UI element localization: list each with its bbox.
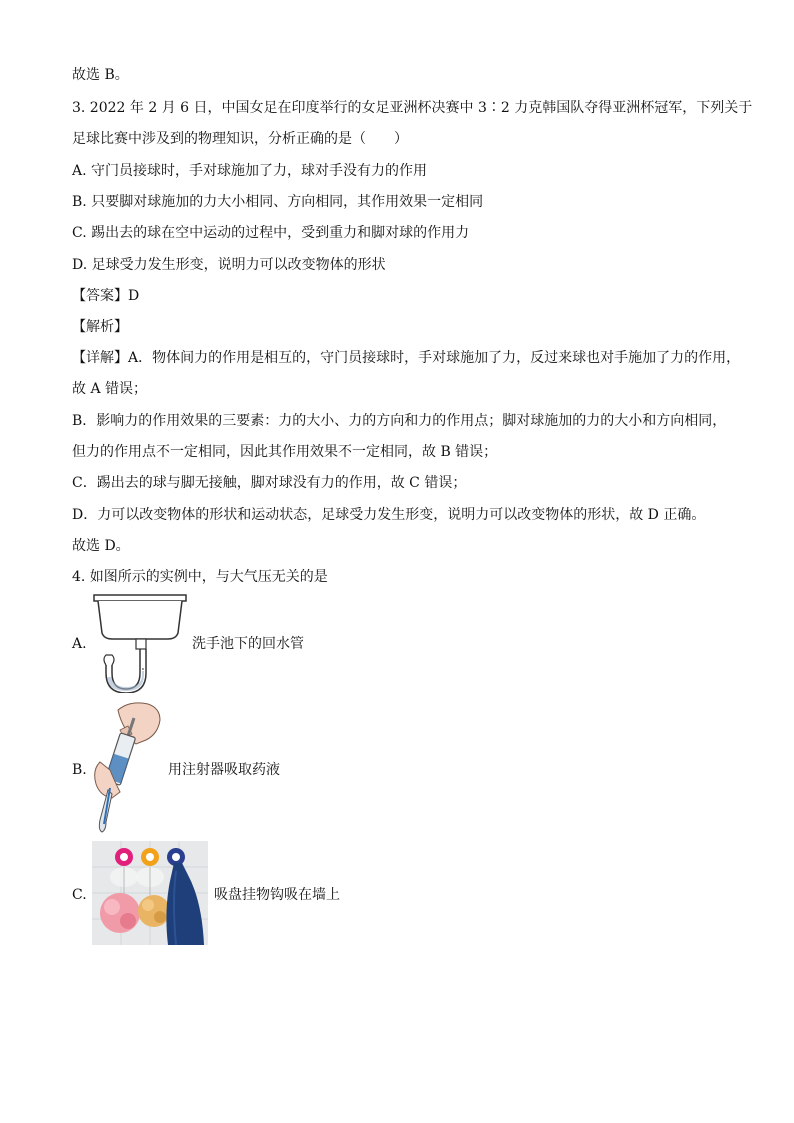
q3-option-b: B. 只要脚对球施加的力大小相同、方向相同，其作用效果一定相同 bbox=[72, 194, 484, 210]
q4-option-a-caption: 洗手池下的回水管 bbox=[192, 636, 304, 652]
q4-option-b-letter: B. bbox=[72, 762, 87, 778]
q3-stem-line1: 3. 2022 年 2 月 6 日，中国女足在印度举行的女足亚洲杯决赛中 3∶2 力克韩国队夺得亚洲杯冠军，下列关于 bbox=[72, 100, 753, 116]
q3-detail-line3: B．影响力的作用效果的三要素：力的大小、力的方向和力的作用点；脚对球施加的力的大小和方向相同， bbox=[72, 413, 727, 429]
sink-trap-icon bbox=[92, 593, 188, 693]
q4-option-c-letter: C. bbox=[72, 887, 87, 903]
q4-option-c-caption: 吸盘挂物钩吸在墙上 bbox=[214, 887, 340, 903]
q3-stem-line2: 足球比赛中涉及到的物理知识，分析正确的是（ ） bbox=[72, 131, 408, 147]
q3-detail-line2: 故 A 错误； bbox=[72, 381, 148, 397]
q3-detail-line5: C．踢出去的球与脚无接触，脚对球没有力的作用，故 C 错误； bbox=[72, 475, 467, 491]
q3-detail-line1: 【详解】A．物体间力的作用是相互的，守门员接球时，手对球施加了力，反过来球也对手施加了力的作用， bbox=[72, 350, 741, 366]
q4-stem: 4. 如图所示的实例中，与大气压无关的是 bbox=[72, 569, 328, 585]
q3-detail-line4: 但力的作用点不一定相同，因此其作用效果不一定相同，故 B 错误； bbox=[72, 444, 498, 460]
q3-option-c: C. 踢出去的球在空中运动的过程中，受到重力和脚对球的作用力 bbox=[72, 225, 470, 241]
previous-conclusion: 故选 B。 bbox=[72, 67, 129, 83]
q3-answer: 【答案】D bbox=[72, 288, 140, 304]
q3-detail-line6: D．力可以改变物体的形状和运动状态，足球受力发生形变，说明力可以改变物体的形状，故 D 正确。 bbox=[72, 507, 706, 523]
q3-analysis-label: 【解析】 bbox=[72, 319, 128, 335]
syringe-icon bbox=[90, 700, 162, 834]
q4-option-a-letter: A. bbox=[72, 636, 87, 652]
q3-option-a: A. 守门员接球时，手对球施加了力，球对手没有力的作用 bbox=[72, 163, 428, 179]
q4-option-b-caption: 用注射器吸取药液 bbox=[168, 762, 280, 778]
suction-hooks-icon bbox=[92, 841, 208, 945]
q3-option-d: D. 足球受力发生形变，说明力可以改变物体的形状 bbox=[72, 257, 386, 273]
q3-conclusion: 故选 D。 bbox=[72, 538, 130, 554]
